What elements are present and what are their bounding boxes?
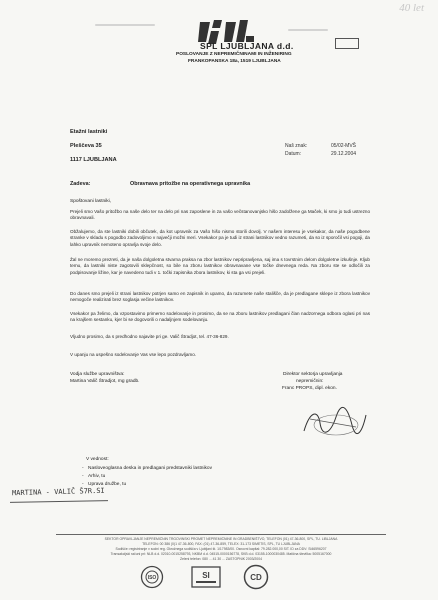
reference-value: 05/02-MVŠ [331,143,357,149]
copies-item: Nasloveoglasna deska in predlagani predstavniki lastnikov [88,466,212,471]
scan-smudge [288,29,328,31]
salutation: Spoštovani lastniki, [70,199,112,204]
body-paragraph: Vljudno prosimo, da s predhodno najavite pri ge. Valič Štradjot, tel. 47-36-829. [70,334,229,339]
footer-line: Sodišče: registriranje v sodni reg. Okrožnega sodišča v Ljubljani št. 1/17983/00. Osnovni kapital: 79.282.000,00 SIT. ID za DDV: SI46596207 [115,547,327,551]
right-signer-subtitle: nepremičnin: [296,379,324,384]
body-paragraph: Vsekakor pa želimo, da vzpostavimo primerno sodelovanje in prosimo, da se na zboru lastnikov predlagani član nadzornega odbora oglasi pri nas na krajšem sestanku, kjer bi se dogovorili o nadaljnjem sodelovanju. [70,311,370,323]
copies-label: V vednost: [86,457,109,462]
subject-label: Zadeva: [70,181,91,187]
company-address: FRANKOPANSKA 18a, 1519 LJUBLJANA [188,59,281,64]
scan-smudge [95,24,155,26]
copies-item: Uprava družbe, tu [88,482,127,487]
body-paragraph: Obžalujemo, da ste lastniki dobili občutek, da kot upravnik za Vašo hišo nismo storili dovolj. V našem interesu je vsekakor, da naše pogodbene stranke v skladu s pogodbo zadovoljimo v največji možni meri. Vsekakor pa je tudi iz strani lastnikov vedno razumeti, da so iz sporočil vsi pogoji, da lahko upravnik nemoteno opravlja svoje delo. [70,229,370,247]
copies-item: Arhiv, tu [88,474,106,479]
footer-line: SEKTOR OPRAVLJANJE NEPREMIČNIN TRGOVINSKI PROMET NEPREMIČNINE IN GRADBENIŠTVO, TELEFON (01) 47-36-800, SPL, TU. LIBLJANA [104,537,338,541]
certificate-badge [191,566,221,588]
subject-value: Obravnava pritožbe na operativnega upravnika [130,181,251,187]
recipient-city: 1117 LJUBLJANA [70,157,117,163]
handwritten-signature [300,405,370,439]
corner-mark: 40 let [399,2,424,14]
footer-line: TELEFON: 00 386 (0)1 47-36-800, FAX: (01) 47-36-859, TELEX: 31-173 SIMETIS, SPL, TU LJUBLJANA [142,542,300,546]
recipient-street: Pleščeva 35 [70,143,102,149]
certificate-badge [140,565,164,589]
body-paragraph: V upanju na uspešno sodelovanje Vas vse lepo pozdravljamo. [70,352,197,357]
reference-label: Naš znak: [285,143,308,149]
footer-line: Zeleni telefon: 080 ... 41 30 ... ZASTOPNIK 2003/2004 [180,557,262,561]
handwriting-underline [10,500,108,503]
list-bullet: - [82,466,84,471]
right-signer-name: Franc PROPS, dipl. ekon. [282,386,337,391]
certificate-badge-label: SI [202,571,210,580]
list-bullet: - [82,474,84,479]
date-value: 29.12.2004 [331,151,357,157]
date-label: Datum: [285,151,302,157]
left-signer-name: Martina Valič Štradjot, mg gradb. [70,379,140,384]
list-bullet: - [82,482,84,487]
handwritten-note: MARTINA - VALIČ Š7R.SI [11,486,105,498]
footer-line: Transakcijski računi pri: NLB d.d. 02010-0015258793, NKBM d.d. 04515-0000156778, SKB d.d. 03155-1000030485. Matična številka: 5005167000 [110,552,332,556]
body-paragraph: Do danes smo prejeli iz strani lastnikov potrjen samo en zapisnik in upamo, da razumete naše stališče, da je predlagane sklepe iz zbora lastnikov nemogoče realizirati brez soglasja večine lastnikov. [70,291,370,303]
company-description: POSLOVANJE Z NEPREMIČNINAMI IN INŽENIRING [176,52,292,57]
certificate-badge [243,564,269,590]
certificate-badge-label: CD [250,573,262,582]
recipient-name: Etažni lastniki [70,129,108,135]
body-paragraph: Žal ne moremo prezreti, da je naša dolgoletna stvarna praksa na zbor lastnikov nepripravljena, saj ima s tovrstnim delom dolgoletne izkušnje. Kljub temu, da lastniki niste zagotovili sklepčnost, so bile na zboru lastnikov obravnavane vse točke dnevnega reda. Na zboru ste se odločili za podpisovanje ližine, kar je navedeno tudi v 1. točki zapisnika zbora lastnikov, ki sta ga vsi prejeli. [70,257,370,275]
stamp-box [335,38,359,49]
body-paragraph: Prejeli smo Vašo pritožbo na naše delo ter na delo pri nas zaposlene in za vašo večstanovanjsko hišo zadolžene ga Maček, ki smo jo tudi ustrezno obravnavali. [70,209,370,221]
company-name: SPL LJUBLJANA d.d. [200,41,294,51]
right-signer-title: Direktor sektorja upravljanja [283,372,343,377]
left-signer-title: Vodja službe upravništva: [70,372,125,377]
certificate-badge-label: ISO [147,575,157,581]
footer-divider [56,534,386,535]
